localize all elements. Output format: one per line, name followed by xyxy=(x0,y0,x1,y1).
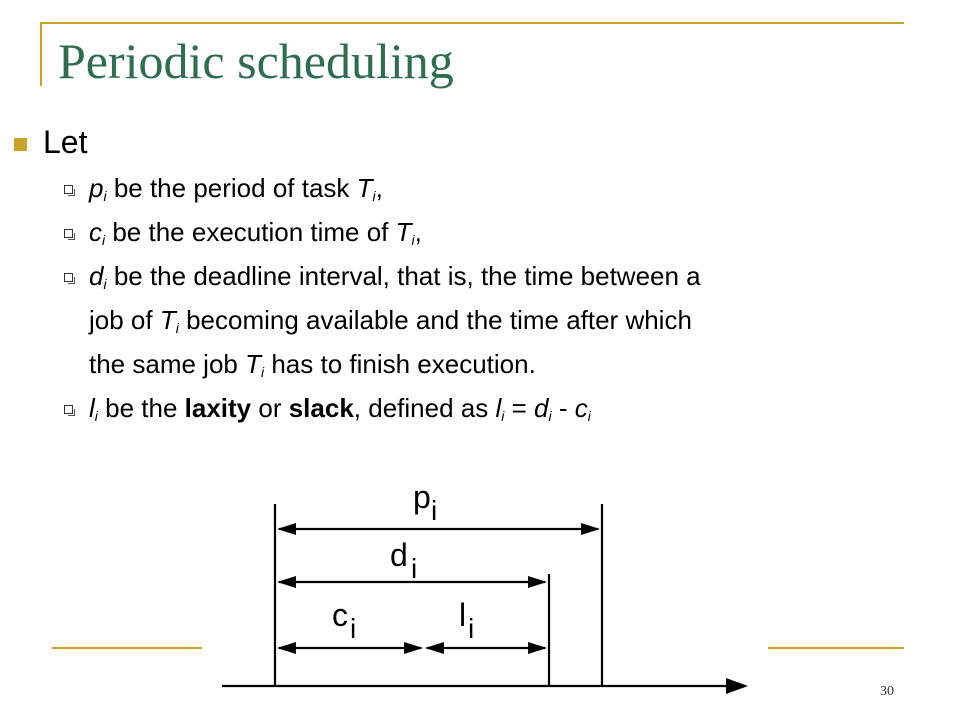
subscript: i xyxy=(103,188,107,204)
label-d: d xyxy=(390,537,408,573)
bullet-let-text: Let xyxy=(43,124,88,160)
hollow-square-bullet-icon xyxy=(64,229,73,238)
list-item-line xyxy=(89,214,924,258)
page-number: 30 xyxy=(880,684,894,699)
label-c: c xyxy=(332,597,348,633)
subscript: i xyxy=(260,364,265,380)
subscript: i xyxy=(102,232,106,248)
text-run: or xyxy=(251,393,289,423)
text-run: be the period of task xyxy=(106,173,357,203)
text-run: has to finish execution. xyxy=(264,349,536,379)
list-item-line xyxy=(89,346,924,390)
label-l-sub: i xyxy=(468,613,475,644)
text-run: be the deadline interval, that is, the time between a xyxy=(106,261,701,291)
label-l: l xyxy=(459,597,467,633)
hollow-square-bullet-icon xyxy=(64,185,73,194)
text-run: the same job xyxy=(89,349,246,379)
slide-title: Periodic scheduling xyxy=(58,33,454,89)
text-run: becoming available and the time after which xyxy=(178,305,692,335)
list-item-line xyxy=(89,258,924,302)
subscript: i xyxy=(175,320,179,336)
text-run: , xyxy=(414,217,422,247)
definition-list xyxy=(64,170,924,434)
subscript: i xyxy=(548,408,552,424)
subscript: i xyxy=(501,408,505,424)
frame-top-rule xyxy=(40,22,904,24)
text-run: = xyxy=(504,393,534,423)
frame-bottom-left-rule xyxy=(52,647,202,649)
timing-diagram xyxy=(200,470,760,700)
math-symbol: l xyxy=(89,393,95,423)
text-run: job of xyxy=(89,305,160,335)
label-c-sub: i xyxy=(350,613,357,644)
math-symbol: T xyxy=(245,349,261,379)
list-item xyxy=(64,258,924,390)
math-symbol: p xyxy=(89,173,104,203)
subscript: i xyxy=(587,408,591,424)
list-item xyxy=(64,390,924,434)
label-d-sub: i xyxy=(411,553,418,584)
text-run: , defined as xyxy=(353,393,496,423)
list-item-line xyxy=(89,170,924,214)
math-symbol: d xyxy=(89,261,104,291)
axis-arrowhead xyxy=(726,678,748,694)
bold-term: laxity xyxy=(184,393,252,423)
subscript: i xyxy=(411,232,415,248)
math-symbol: c xyxy=(89,217,102,247)
math-symbol: T xyxy=(356,173,373,203)
math-symbol: T xyxy=(395,217,412,247)
frame-left-rule xyxy=(40,22,42,86)
text-run: , xyxy=(375,173,383,203)
list-item xyxy=(64,170,924,214)
list-item-line xyxy=(89,302,924,346)
subscript: i xyxy=(103,276,107,292)
math-symbol: c xyxy=(574,393,588,423)
frame-bottom-right-rule xyxy=(768,647,904,649)
label-p: p xyxy=(413,479,431,515)
bold-term: slack xyxy=(288,393,354,423)
text-run: be the xyxy=(97,393,185,423)
subscript: i xyxy=(372,188,376,204)
label-p-sub: i xyxy=(431,495,438,526)
text-run: be the execution time of xyxy=(105,217,396,247)
math-symbol: d xyxy=(534,393,549,423)
math-symbol: T xyxy=(159,305,176,335)
subscript: i xyxy=(94,408,98,424)
hollow-square-bullet-icon xyxy=(64,405,73,414)
list-item-line xyxy=(89,390,924,434)
text-run: - xyxy=(551,393,575,423)
square-bullet-icon xyxy=(14,138,27,151)
math-symbol: l xyxy=(495,393,502,423)
list-item xyxy=(64,214,924,258)
hollow-square-bullet-icon xyxy=(64,273,73,282)
